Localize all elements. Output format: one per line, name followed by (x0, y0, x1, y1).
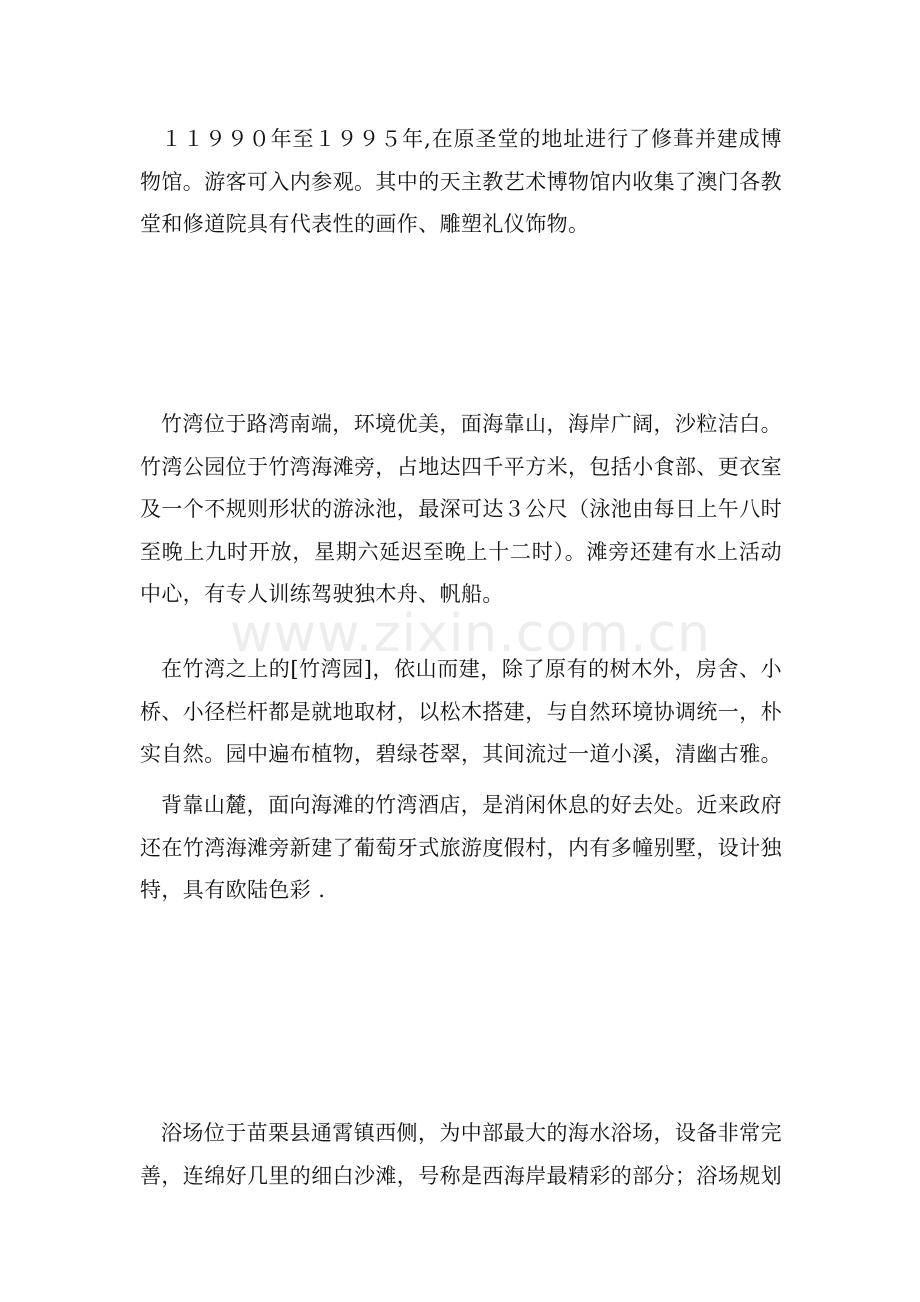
paragraph-bamboo-garden: 在竹湾之上的[竹湾园]，依山而建，除了原有的树木外，房舍、小桥、小径栏杆都是就地取材，以松木搭建，与自然环境协调统一，朴实自然。园中遍布植物，碧绿苍翠，其间流过一道小溪，清幽古雅。 (140, 657, 782, 766)
watermark: www.zixin.com.cn (230, 604, 711, 664)
paragraph-bamboo-bay-hotel: 背靠山麓，面向海滩的竹湾酒店，是消闲休息的好去处。近来政府还在竹湾海滩旁新建了葡萄牙式旅游度假村，内有多幢别墅，设计独特，具有欧陆色彩 . (140, 793, 782, 902)
paragraph-beach-resort: 浴场位于苗栗县通霄镇西侧，为中部最大的海水浴场，设备非常完善，连绵好几里的细白沙滩，号称是西海岸最精彩的部分；浴场规划 (140, 1121, 782, 1188)
paragraph-bamboo-bay: 竹湾位于路湾南端，环境优美，面海靠山，海岸广阔，沙粒洁白。竹湾公园位于竹湾海滩旁，占地达四千平方米，包括小食部、更衣室及一个不规则形状的游泳池，最深可达３公尺（泳池由每日上午八时至晚上九时开放，星期六延迟至晚上十二时）。滩旁还建有水上活动中心，有专人训练驾驶独木舟、帆船。 (140, 412, 782, 606)
paragraph-museum: １１９９０年至１９９５年,在原圣堂的地址进行了修葺并建成博物馆。游客可入内参观。其中的天主教艺术博物馆内收集了澳门各教堂和修道院具有代表性的画作、雕塑礼仪饰物。 (140, 127, 782, 236)
